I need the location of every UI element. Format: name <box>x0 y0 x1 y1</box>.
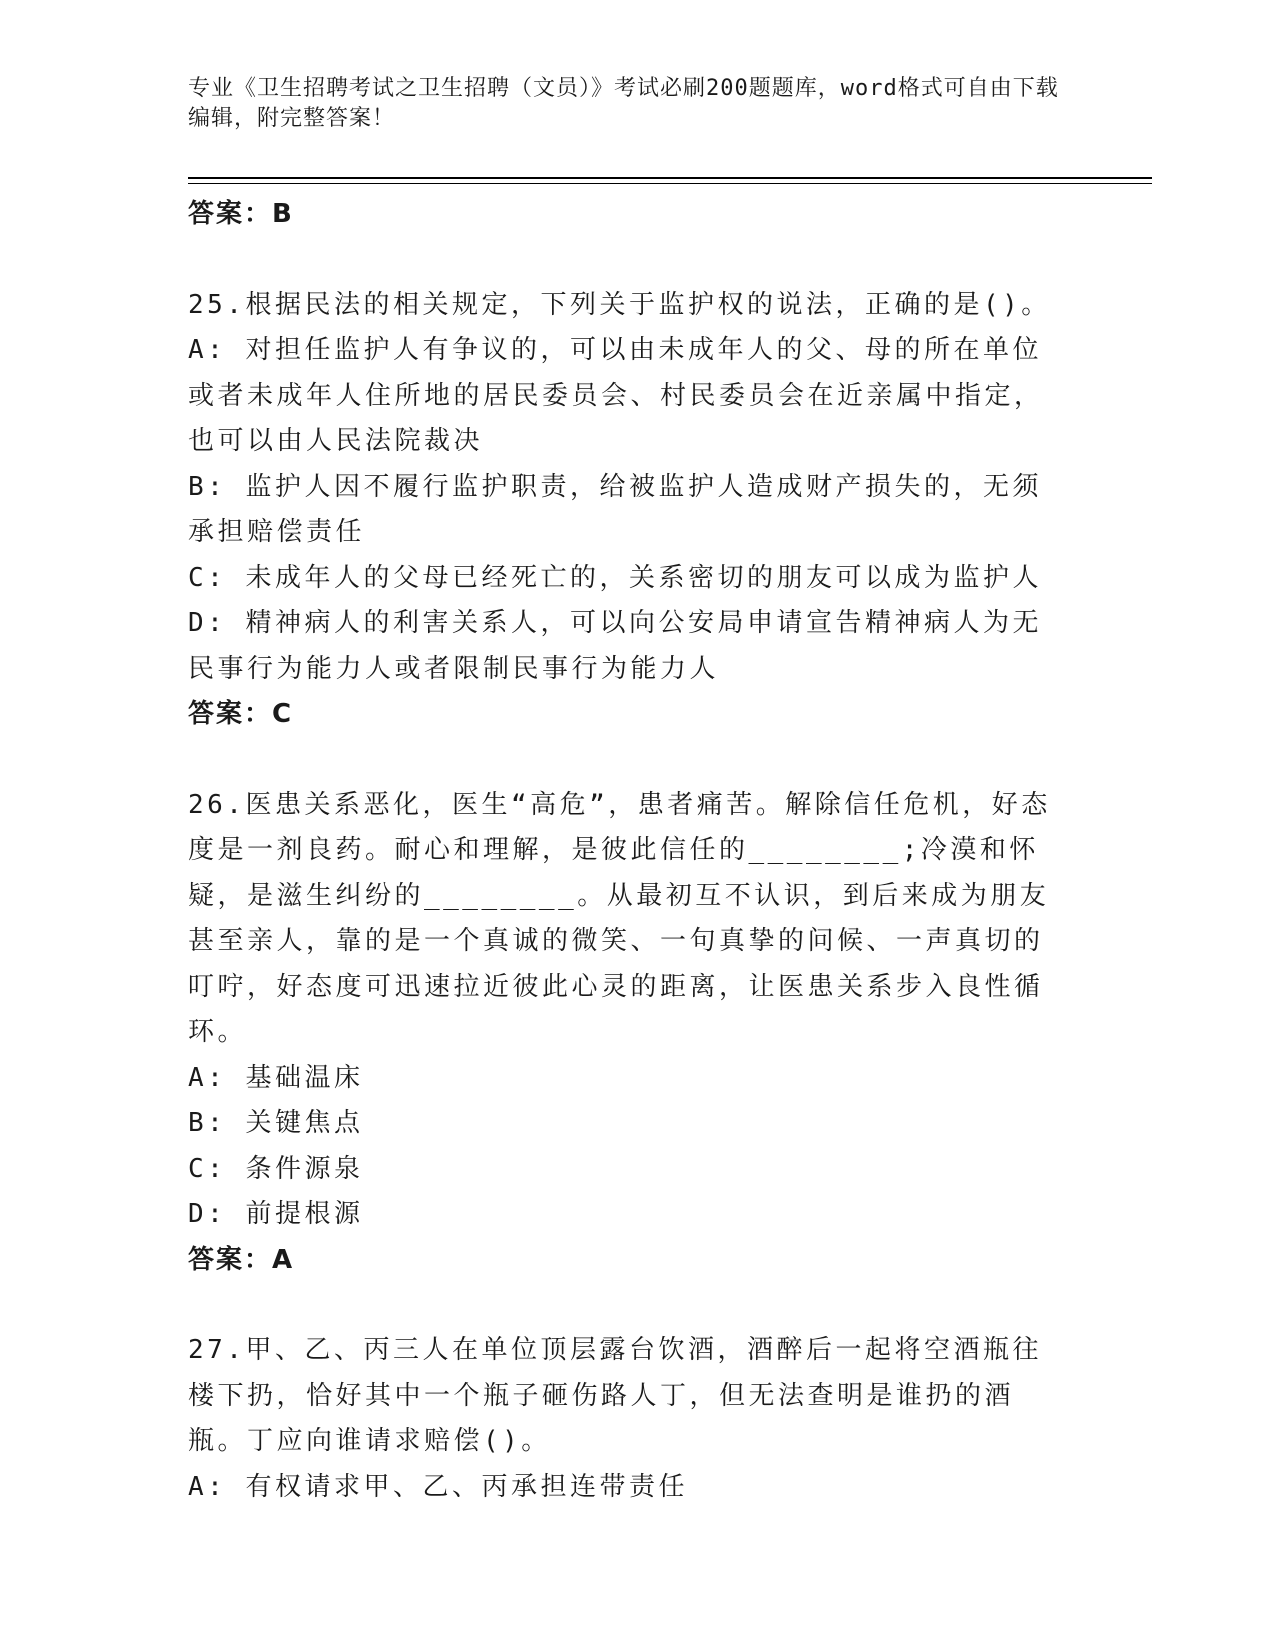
page-content <box>188 192 1068 1510</box>
question-stem: 27.甲、乙、丙三人在单位顶层露台饮酒，酒醉后一起将空酒瓶往楼下扔，恰好其中一个瓶子砸伤路人丁，但无法查明是谁扔的酒瓶。丁应向谁请求赔偿()。 <box>188 1335 1042 1456</box>
question-stem: 25.根据民法的相关规定，下列关于监护权的说法，正确的是()。 <box>188 289 1051 320</box>
spacer <box>188 738 1068 783</box>
option-b: B: 监护人因不履行监护职责，给被监护人造成财产损失的，无须承担赔偿责任 <box>188 471 1042 547</box>
option-b: B: 关键焦点 <box>188 1108 364 1138</box>
question-26 <box>188 783 1068 1284</box>
header-rule-thin <box>188 183 1152 184</box>
answer: 答案：C <box>188 699 294 729</box>
option-c: C: 条件源泉 <box>188 1153 364 1184</box>
page-header: 专业《卫生招聘考试之卫生招聘（文员）》考试必刷200题题库，word格式可自由下载编辑，附完整答案！ <box>188 76 1059 131</box>
answer-previous: 答案：B <box>188 199 294 229</box>
option-d: D: 精神病人的利害关系人，可以向公安局申请宣告精神病人为无民事行为能力人或者限制民事行为能力人 <box>188 608 1042 684</box>
answer: 答案：A <box>188 1244 295 1275</box>
question-stem: 26.医患关系恶化，医生“高危”，患者痛苦。解除信任危机，好态度是一剂良药。耐心和理解，是彼此信任的________;冷漠和怀疑，是滋生纠纷的________。从最初互不认识，到后来成为朋友甚至亲人，靠的是一个真诚的微笑、一句真挚的问候、一声真切的叮咛，好态度可迅速拉近彼此心灵的距离，让医患关系步入良性循环。 <box>188 789 1051 1047</box>
option-c: C: 未成年人的父母已经死亡的，关系密切的朋友可以成为监护人 <box>188 562 1042 593</box>
question-27 <box>188 1328 1068 1510</box>
spacer <box>188 238 1068 283</box>
option-a: A: 基础温床 <box>188 1062 364 1093</box>
option-a: A: 对担任监护人有争议的，可以由未成年人的父、母的所在单位或者未成年人住所地的居民委员会、村民委员会在近亲属中指定，也可以由人民法院裁决 <box>188 335 1044 456</box>
spacer <box>188 1283 1068 1328</box>
option-d: D: 前提根源 <box>188 1199 364 1229</box>
question-25 <box>188 283 1068 738</box>
option-a: A: 有权请求甲、乙、丙承担连带责任 <box>188 1471 688 1502</box>
header-rule-thick <box>188 177 1152 179</box>
